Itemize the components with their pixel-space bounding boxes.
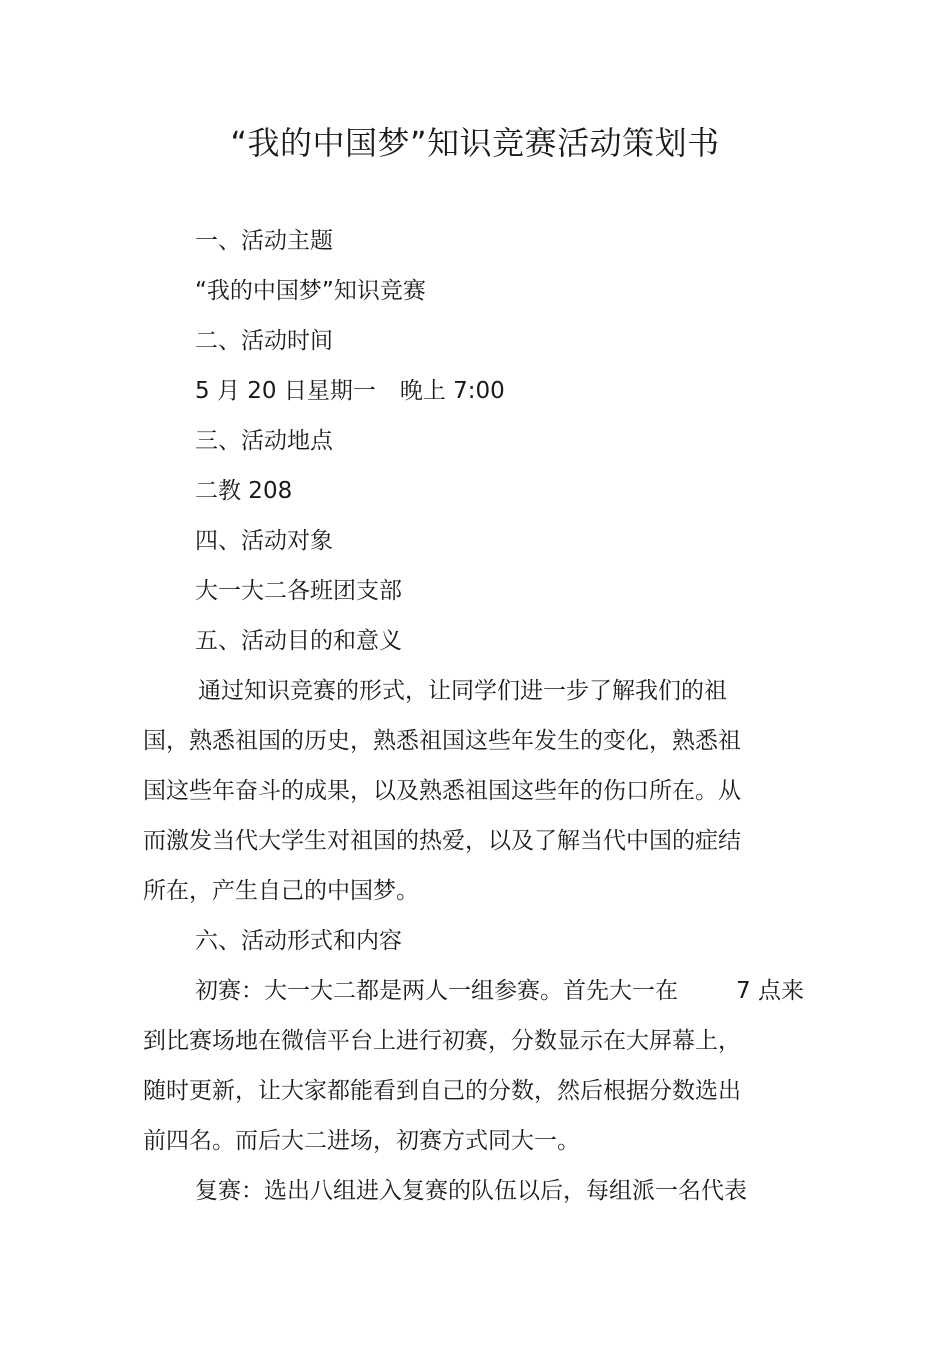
- section-heading-format: 六、活动形式和内容: [195, 928, 402, 954]
- section-body-location: 二教 208: [195, 478, 293, 504]
- paragraph-line: 到比赛场地在微信平台上进行初赛，分数显示在大屏幕上，: [143, 1028, 741, 1054]
- section-body-audience: 大一大二各班团支部: [195, 578, 402, 604]
- paragraph-line: 通过知识竞赛的形式，让同学们进一步了解我们的祖: [198, 678, 727, 704]
- paragraph-line: 复赛：选出八组进入复赛的队伍以后，每组派一名代表: [195, 1178, 747, 1204]
- preliminary-time: 7 点来: [736, 978, 804, 1004]
- section-heading-time: 二、活动时间: [195, 328, 333, 354]
- section-heading-location: 三、活动地点: [195, 428, 333, 454]
- paragraph-line: [195, 974, 804, 1008]
- paragraph-line: 国，熟悉祖国的历史，熟悉祖国这些年发生的变化，熟悉祖: [143, 728, 741, 754]
- section-body-time: [195, 374, 505, 408]
- section-heading-purpose: 五、活动目的和意义: [195, 628, 402, 654]
- event-date: 5 月 20 日星期一: [195, 378, 376, 404]
- event-time: 晚上 7:00: [399, 378, 505, 404]
- document-title: “我的中国梦”知识竞赛活动策划书: [230, 124, 720, 162]
- section-body-theme: “我的中国梦”知识竞赛: [195, 278, 426, 304]
- paragraph-line: 随时更新，让大家都能看到自己的分数，然后根据分数选出: [143, 1078, 741, 1104]
- paragraph-line: 而激发当代大学生对祖国的热爱，以及了解当代中国的症结: [143, 828, 741, 854]
- preliminary-text: 初赛：大一大二都是两人一组参赛。首先大一在: [195, 978, 678, 1004]
- paragraph-line: 前四名。而后大二进场，初赛方式同大一。: [143, 1128, 580, 1154]
- paragraph-line: 所在，产生自己的中国梦。: [143, 878, 419, 904]
- paragraph-line: 国这些年奋斗的成果，以及熟悉祖国这些年的伤口所在。从: [143, 778, 741, 804]
- section-heading-audience: 四、活动对象: [195, 528, 333, 554]
- section-heading-theme: 一、活动主题: [195, 228, 333, 254]
